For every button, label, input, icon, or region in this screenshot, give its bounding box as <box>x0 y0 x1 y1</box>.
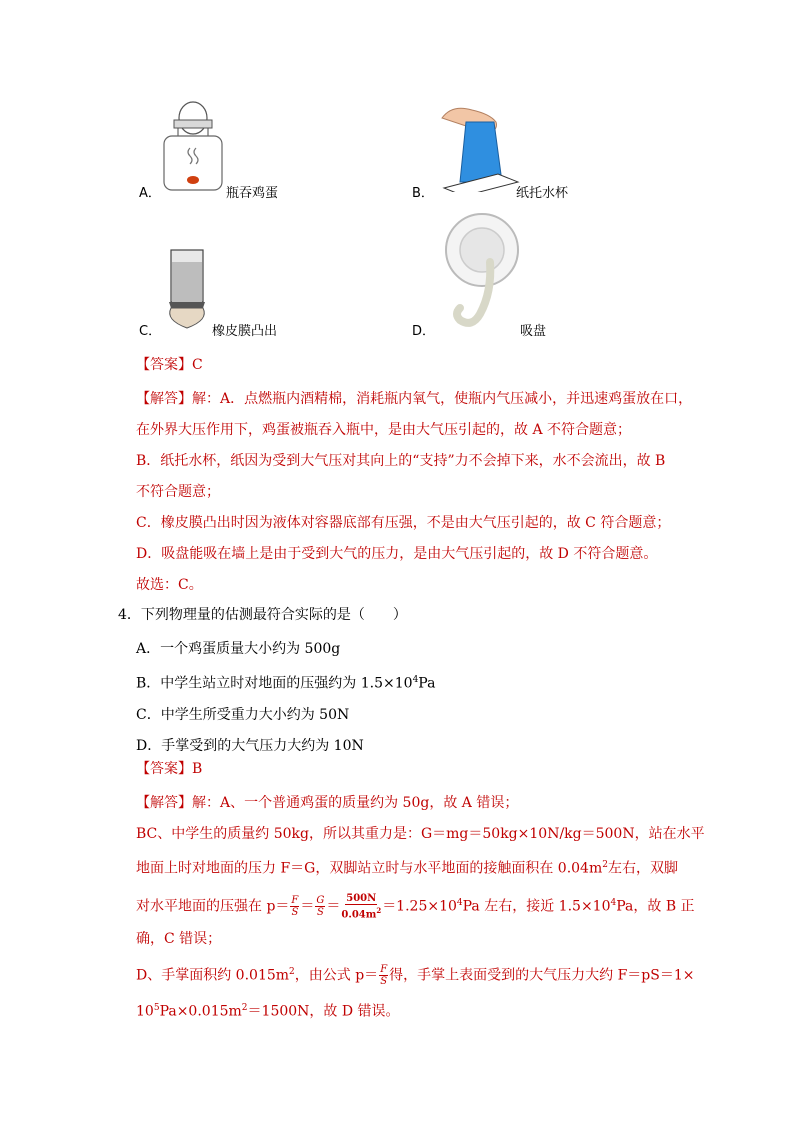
q3-analysis-line-5: C．橡皮膜凸出时因为液体对容器底部有压强，不是由大气压引起的，故 C 符合题意； <box>136 515 671 531</box>
q4-analysis-line-4: 对水平地面的压强在 p＝ $\frac{F}{S}$ ＝ $\frac{G}{S}$ ＝ $\frac{500N}{0.04m^2}$ $=1.25\times 10^4Pa$ 左右，接近 $1.5\times 10^4Pa$，故 B 正 <box>136 892 695 920</box>
q4-option-b: B．中学生站立时对地面的压强约为 $1.5\times 10^4Pa$ <box>136 675 436 692</box>
option-b-letter: B． <box>412 186 434 201</box>
q4-option-a: A．一个鸡蛋质量大小约为 500g <box>136 641 341 657</box>
q4-analysis <box>136 788 705 1028</box>
fraction-f-over-s: $\frac{F}{S}$ <box>291 894 299 918</box>
q4-answer: 【答案】B <box>136 761 203 777</box>
q4-analysis-line-5: 确，C 错误； <box>136 931 222 948</box>
q3-answer: 【答案】C <box>136 357 203 373</box>
q4-analysis-line-6: D、手掌面积约 $0.015m^2$，由公式 p＝ $\frac{F}{S}$ 得，手掌上表面受到的大气压力大约 F＝pS＝1× <box>136 964 695 988</box>
q3-analysis-label: 【解答】 <box>136 391 192 407</box>
option-a-caption: 瓶吞鸡蛋 <box>226 186 279 201</box>
q4-option-d: D．手掌受到的大气压力大约为 10N <box>136 737 364 754</box>
q4-analysis-line-3: 地面上时对地面的压力 F＝G，双脚站立时与水平地面的接触面积在 $0.04m^2$左右，双脚 <box>136 860 678 877</box>
option-d-caption: 吸盘 <box>520 324 547 339</box>
q4-analysis-line-2: BC、中学生的质量约 50kg，所以其重力是：G＝mg＝50kg×10N/kg＝500N，站在水平 <box>136 826 705 842</box>
paper-cup-figure <box>436 100 520 192</box>
q3-analysis-line-4: 不符合题意； <box>136 484 220 500</box>
option-d-letter: D． <box>412 324 436 339</box>
q4-analysis-line-1: 【解答】解：A、一个普通鸡蛋的质量约为 50g，故 A 错误； <box>136 795 519 811</box>
fraction-500n-over-area: $\frac{500N}{0.04m^2}$ <box>341 892 382 920</box>
q3-analysis-text: 解：A．点燃瓶内酒精棉，消耗瓶内氧气，使瓶内气压减小，并迅速鸡蛋放在口， <box>192 391 693 407</box>
option-b-caption: 纸托水杯 <box>516 186 569 201</box>
q3-analysis-line-6: D．吸盘能吸在墙上是由于受到大气的压力，是由大气压引起的，故 D 不符合题意。 <box>136 546 658 562</box>
q4-options <box>136 634 435 762</box>
option-c-caption: 橡皮膜凸出 <box>212 324 278 339</box>
fraction-g-over-s: $\frac{G}{S}$ <box>316 894 325 918</box>
q3-analysis-line-3: B．纸托水杯，纸因为受到大气压对其向上的“支持”力不会掉下来，水不会流出，故 B <box>136 453 666 469</box>
q4-stem: 4．下列物理量的估测最符合实际的是（ ） <box>118 607 407 623</box>
q3-analysis-line-2: 在外界大压作用下，鸡蛋被瓶吞入瓶中，是由大气压引起的，故 A 不符合题意； <box>136 422 632 438</box>
suction-cup-figure <box>440 210 524 332</box>
q4-analysis-line-7: $10^5Pa\times 0.015m^2=1500N$，故 D 错误。 <box>136 1002 400 1020</box>
fraction-f-over-s-2: $\frac{F}{S}$ <box>380 964 388 988</box>
bottle-egg-figure <box>160 98 226 194</box>
q4-option-c: C．中学生所受重力大小约为 50N <box>136 706 350 723</box>
q3-conclusion: 故选：C。 <box>136 577 203 593</box>
q3-analysis <box>136 384 692 601</box>
option-a-letter: A． <box>139 186 161 201</box>
rubber-membrane-figure <box>165 248 209 332</box>
option-c-letter: C． <box>139 324 162 339</box>
q3-analysis-line-1 <box>136 384 692 415</box>
